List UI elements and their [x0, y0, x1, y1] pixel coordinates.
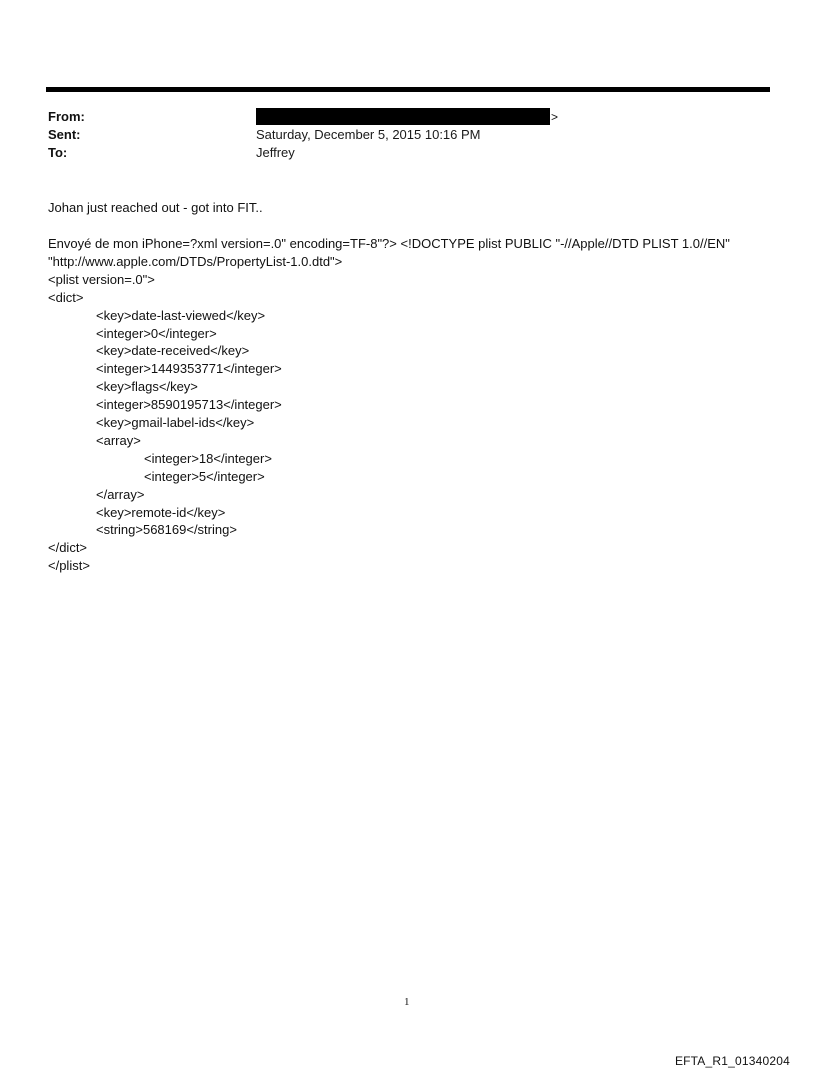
- plist-line: <dict>: [48, 289, 84, 305]
- plist-line: </plist>: [48, 558, 90, 574]
- plist-line: <key>flags</key>: [96, 379, 198, 395]
- plist-line: </array>: [96, 486, 145, 502]
- plist-line: "http://www.apple.com/DTDs/PropertyList-1.0.dtd">: [48, 253, 343, 269]
- plist-line: Envoyé de mon iPhone=?xml version=.0" encoding=TF-8"?> <!DOCTYPE plist PUBLIC "-//Apple//DTD PLIST 1.0//EN": [48, 236, 730, 251]
- plist-line: <integer>5</integer>: [144, 468, 265, 484]
- from-label: From:: [48, 109, 85, 124]
- plist-line: <integer>0</integer>: [96, 325, 217, 341]
- plist-line: <plist version=.0">: [48, 271, 155, 287]
- plist-line: <integer>8590195713</integer>: [96, 397, 282, 413]
- sent-value: Saturday, December 5, 2015 10:16 PM: [256, 127, 481, 142]
- plist-line: </dict>: [48, 540, 88, 556]
- redacted-sender: [256, 108, 550, 125]
- plist-line: <key>remote-id</key>: [96, 504, 226, 520]
- to-value: Jeffrey: [256, 145, 295, 160]
- plist-line: <string>568169</string>: [96, 522, 237, 538]
- plist-line: <key>date-last-viewed</key>: [96, 307, 266, 323]
- document-id: EFTA_R1_01340204: [674, 1054, 790, 1068]
- page-number: 1: [404, 996, 410, 1008]
- from-value-suffix: >: [551, 110, 559, 124]
- plist-line: <array>: [96, 432, 141, 448]
- plist-line: <integer>18</integer>: [144, 450, 272, 466]
- header-rule: [46, 87, 770, 92]
- sent-label: Sent:: [48, 127, 81, 142]
- plist-line: <key>gmail-label-ids</key>: [96, 415, 255, 430]
- plist-line: <key>date-received</key>: [96, 343, 250, 359]
- message-first-line: Johan just reached out - got into FIT..: [48, 200, 263, 215]
- to-label: To:: [48, 145, 68, 160]
- plist-line: <integer>1449353771</integer>: [96, 361, 282, 377]
